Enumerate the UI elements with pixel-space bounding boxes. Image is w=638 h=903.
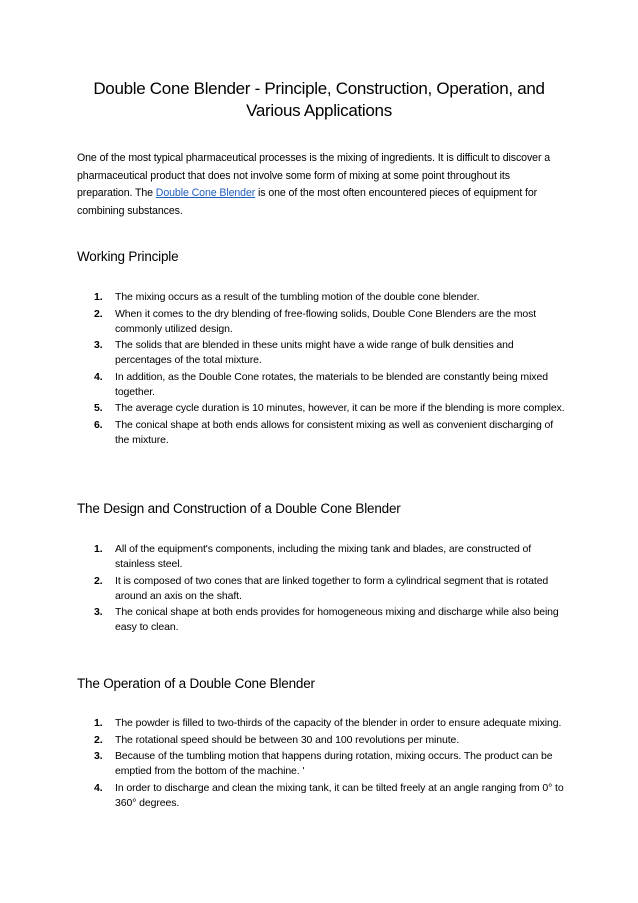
list-item xyxy=(77,401,567,416)
heading-operation: The Operation of a Double Cone Blender xyxy=(77,676,315,691)
list-item-number: 3. xyxy=(94,750,103,762)
list-item-text: In order to discharge and clean the mixing tank, it can be tilted freely at an angle ranging from 0° to 360° degrees. xyxy=(115,781,564,809)
list-item-number: 2. xyxy=(94,307,103,320)
title-line-1: Double Cone Blender - Principle, Construction, Operation, and xyxy=(93,79,545,98)
list-item xyxy=(77,290,567,305)
list-item-text: The mixing occurs as a result of the tumbling motion of the double cone blender. xyxy=(115,291,480,303)
list-item-text: The conical shape at both ends provides for homogeneous mixing and discharge while also being easy to clean. xyxy=(115,606,559,633)
list-item xyxy=(77,574,567,604)
list-item-number: 4. xyxy=(94,781,103,794)
list-item-number: 3. xyxy=(94,606,103,618)
list-item-number: 5. xyxy=(94,402,103,414)
title-line-2: Various Applications xyxy=(246,101,392,120)
list-item xyxy=(77,716,567,731)
list-item xyxy=(77,307,567,337)
list-item xyxy=(77,781,567,811)
heading-working-principle: Working Principle xyxy=(77,249,179,264)
list-item-text: All of the equipment's components, including the mixing tank and blades, are constructed of stainless steel. xyxy=(115,543,532,570)
list-item-text: When it comes to the dry blending of free-flowing solids, Double Cone Blenders are the most commonly utilized design. xyxy=(115,307,537,335)
working-principle-list xyxy=(77,290,567,449)
list-item-number: 4. xyxy=(94,370,103,383)
list-item-text: The conical shape at both ends allows for consistent mixing as well as convenient discharging of the mixture. xyxy=(115,418,554,446)
list-item xyxy=(77,338,567,368)
list-item-number: 6. xyxy=(94,418,103,431)
list-item-number: 1. xyxy=(94,717,103,729)
list-item-text: The average cycle duration is 10 minutes, however, it can be more if the blending is more complex. xyxy=(115,402,565,414)
list-item xyxy=(77,542,567,572)
list-item-number: 1. xyxy=(94,543,103,555)
list-item-text: The powder is filled to two-thirds of the capacity of the blender in order to ensure adequate mixing. xyxy=(115,717,562,729)
heading-design-construction: The Design and Construction of a Double Cone Blender xyxy=(77,501,401,516)
list-item xyxy=(77,749,567,779)
intro-text-start: One of the most typical pharmaceutical processes is the mixing of ingredients. It is difficult to discover a pharmaceutical product that does not involve some form of mixing at some point throughout its preparation. The xyxy=(77,152,551,199)
list-item xyxy=(77,605,567,635)
double-cone-blender-link[interactable]: Double Cone Blender xyxy=(155,187,256,199)
list-item-number: 2. xyxy=(94,733,103,746)
list-item-number: 1. xyxy=(94,291,103,303)
list-item-text: In addition, as the Double Cone rotates, the materials to be blended are constantly being mixed together. xyxy=(115,370,548,398)
page-title xyxy=(60,78,578,122)
list-item xyxy=(77,370,567,400)
list-item-text: Because of the tumbling motion that happens during rotation, mixing occurs. The product can be emptied from the bottom of the machine. ' xyxy=(115,750,553,777)
list-item-number: 3. xyxy=(94,339,103,351)
list-item-text: The rotational speed should be between 30 and 100 revolutions per minute. xyxy=(115,733,460,746)
list-item xyxy=(77,733,567,748)
list-item xyxy=(77,418,567,448)
intro-text-end: is one of the most often encountered pieces of equipment for combining substances. xyxy=(77,187,538,217)
intro-paragraph xyxy=(77,150,567,220)
list-item-text: The solids that are blended in these units might have a wide range of bulk densities and percentages of the total mixture. xyxy=(115,339,514,366)
design-construction-list xyxy=(77,542,567,637)
list-item-text: It is composed of two cones that are linked together to form a cylindrical segment that is rotated around an axis on the shaft. xyxy=(115,574,549,602)
operation-list xyxy=(77,716,567,812)
list-item-number: 2. xyxy=(94,574,103,587)
